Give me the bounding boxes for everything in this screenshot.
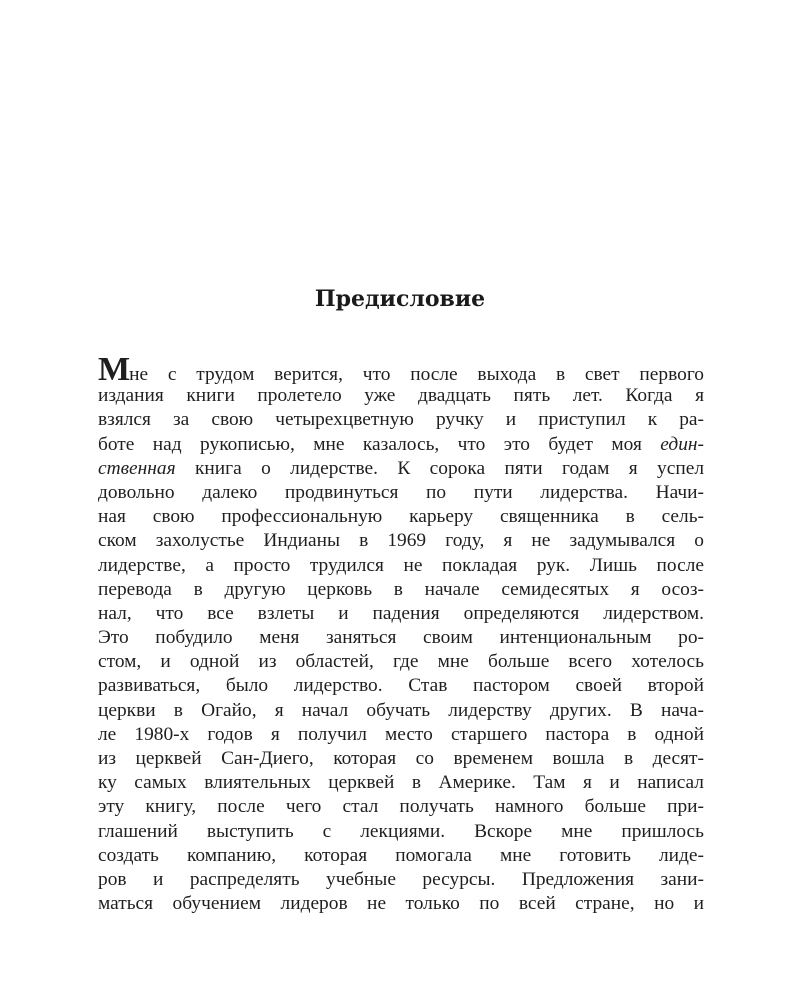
- text-line-2: издания книги пролетело уже двадцать пять лет. Когда я: [98, 385, 704, 407]
- text-line-1: Мне с трудом верится, что после выхода в свет первого: [98, 351, 704, 388]
- text-line-10: перевода в другую церковь в начале семидесятых я осоз-: [98, 578, 704, 600]
- drop-cap: М: [98, 351, 130, 388]
- text-line-21: создать компанию, которая помогала мне готовить лиде-: [98, 844, 704, 866]
- text-line-17: из церквей Сан-Диего, которая со временем вошла в десят-: [98, 748, 704, 769]
- text-line-23: маться обучением лидеров не только по всей стране, но и: [98, 893, 704, 915]
- italic-fragment: ственная: [98, 457, 176, 479]
- text-line-11: нал, что все взлеты и падения определяются лидерством.: [98, 602, 704, 624]
- text-line-12: Это побудило меня заняться своим интенциональным ро-: [98, 627, 704, 649]
- text-line-19: эту книгу, после чего стал получать намного больше при-: [98, 796, 704, 818]
- text-line-7: ная свою профессиональную карьеру священника в сель-: [98, 506, 704, 528]
- italic-fragment: един-: [660, 433, 704, 455]
- text-line-18: ку самых влиятельных церквей в Америке. Там я и написал: [98, 772, 704, 794]
- text-line-15: церкви в Огайо, я начал обучать лидерству других. В нача-: [98, 699, 704, 721]
- text-line-3: взялся за свою четырехцветную ручку и приступил к ра-: [98, 409, 704, 431]
- text-line-13: стом, и одной из областей, где мне больше всего хотелось: [98, 651, 704, 673]
- preface-text: [98, 351, 704, 916]
- text-line-5: ственная книга о лидерстве. К сорока пяти годам я успел: [98, 457, 704, 479]
- text-line-16: ле 1980-х годов я получил место старшего пастора в одной: [98, 723, 704, 745]
- text-line-22: ров и распределять учебные ресурсы. Предложения зани-: [98, 868, 704, 890]
- text-line-9: лидерстве, а просто трудился не покладая рук. Лишь после: [98, 554, 704, 576]
- text-line-20: глашений выступить с лекциями. Вскоре мне пришлось: [98, 820, 704, 842]
- text-line-14: развиваться, было лидерство. Став пастором своей второй: [98, 675, 704, 697]
- text-line-4: боте над рукописью, мне казалось, что это будет моя един-: [98, 433, 704, 455]
- text-line-8: ском захолустье Индианы в 1969 году, я не задумывался о: [98, 530, 704, 552]
- text-line-6: довольно далеко продвинуться по пути лидерства. Начи-: [98, 481, 704, 503]
- chapter-heading: Предисловие: [314, 286, 486, 312]
